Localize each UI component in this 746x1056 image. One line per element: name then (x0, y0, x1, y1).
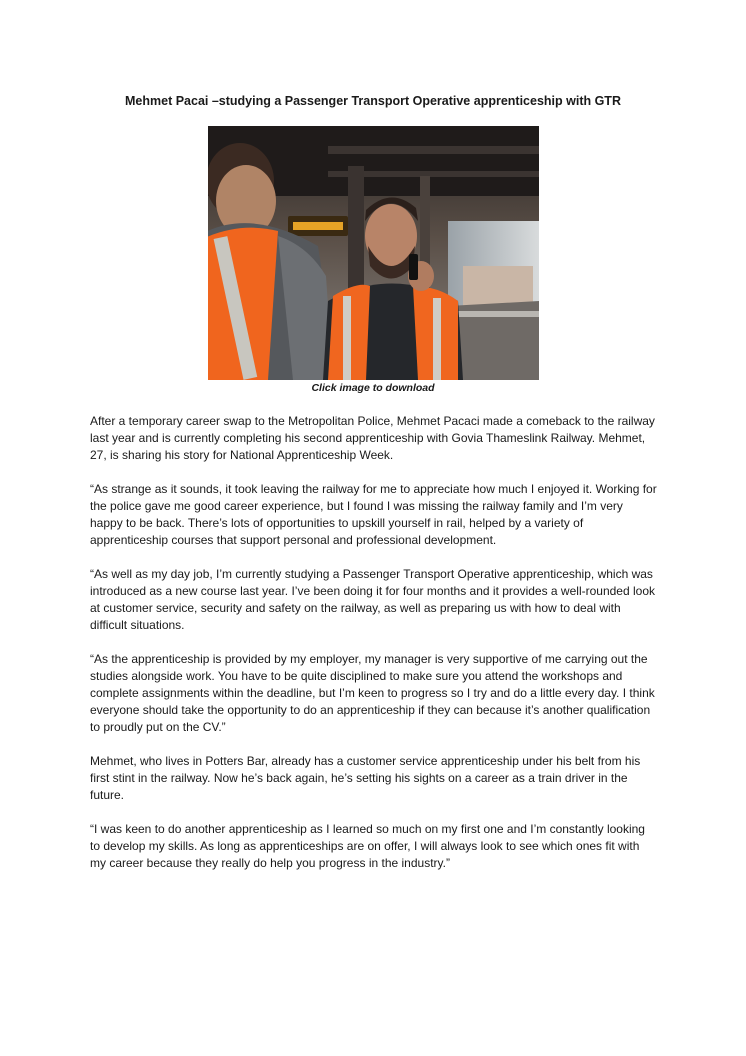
paragraph: Mehmet, who lives in Potters Bar, already has a customer service apprenticeship under his belt from his first stint in the railway. Now he’s back again, he’s setting his sights on a career as a train driver in the future. (90, 754, 641, 802)
paragraph: “As well as my day job, I’m currently studying a Passenger Transport Operative apprenticeship, which was introduced as a new course last year. I’ve been doing it for four months and it provides a well-rounded look at customer service, security and safety on the railway, as well as preparing us with how to deal with difficult situations. (90, 567, 655, 632)
photo-illustration (208, 126, 539, 380)
paragraph: “I was keen to do another apprenticeship as I learned so much on my first one and I’m constantly looking to develop my skills. As long as apprenticeships are on offer, I will always look to see which ones fit with my career because they really do help you progress in the industry.” (90, 822, 645, 870)
paragraph: After a temporary career swap to the Metropolitan Police, Mehmet Pacaci made a comeback to the railway last year and is currently completing his second apprenticeship with Govia Thameslink Railway. Mehmet, 27, is sharing his story for National Apprenticeship Week. (90, 414, 655, 462)
article-photo[interactable] (208, 126, 539, 380)
paragraph: “As strange as it sounds, it took leaving the railway for me to appreciate how much I enjoyed it. Working for the police gave me good career experience, but I found I was missing the railway family and I’m very happy to be back. There’s lots of opportunities to upskill yourself in rail, helped by a variety of apprenticeship courses that support personal and professional development. (90, 482, 657, 547)
article-body (90, 413, 658, 889)
image-caption[interactable]: Click image to download (311, 382, 435, 394)
document-title: Mehmet Pacai –studying a Passenger Transport Operative apprenticeship with GTR (125, 94, 621, 108)
paragraph: “As the apprenticeship is provided by my employer, my manager is very supportive of me carrying out the studies alongside work. You have to be quite disciplined to make sure you attend the workshops and complete assignments within the deadline, but I’m keen to progress so I try and do a little every day. I think everyone should take the opportunity to do an apprenticeship if they can because it’s another qualification to proudly put on the CV.” (90, 652, 655, 734)
